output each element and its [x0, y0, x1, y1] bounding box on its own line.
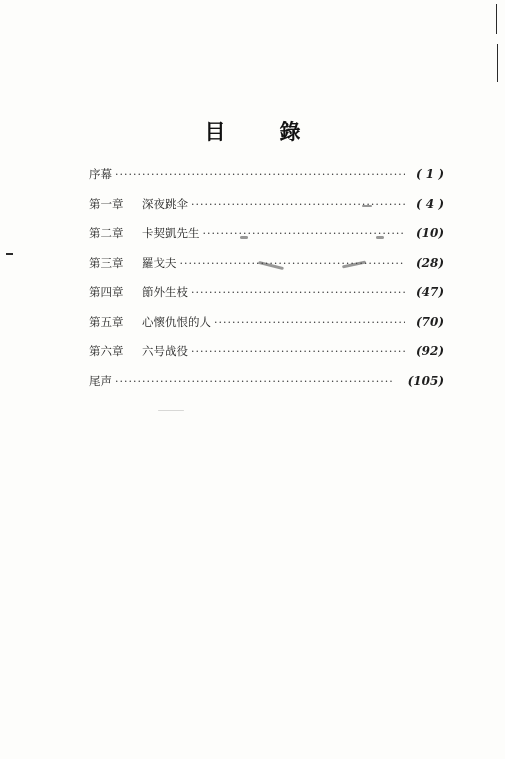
- page-number: (105): [407, 373, 444, 388]
- chapter-title: 六号战役: [142, 344, 188, 358]
- dot-leader: [115, 367, 392, 397]
- chapter-title: 羅戈夫: [142, 255, 177, 270]
- chapter-label: 第三章: [89, 255, 124, 270]
- chapter-title: 心懷仇恨的人: [142, 314, 211, 329]
- table-of-contents: [89, 160, 444, 396]
- chapter-label: 第二章: [89, 226, 124, 240]
- scan-edge-mark-top: [496, 4, 497, 34]
- chapter-label: 第一章: [89, 196, 124, 211]
- chapter-title: 卡契凱先生: [142, 226, 200, 240]
- chapter-label: 序幕: [89, 167, 112, 181]
- page-number: ( 4 ): [415, 196, 444, 211]
- scan-smudge: [376, 236, 384, 239]
- toc-entry-chapter-5[interactable]: [89, 308, 444, 338]
- scan-smudge: [362, 205, 372, 207]
- dot-leader: [214, 308, 405, 338]
- page-number: (10): [415, 226, 444, 240]
- dot-leader: [203, 219, 406, 249]
- toc-title: [0, 116, 505, 146]
- chapter-label: 第六章: [89, 344, 124, 358]
- toc-entry-epilogue[interactable]: [89, 367, 444, 397]
- toc-entry-chapter-6[interactable]: [89, 337, 444, 367]
- chapter-label: 第四章: [89, 285, 124, 299]
- toc-entry-chapter-2[interactable]: [89, 219, 444, 249]
- chapter-title: 節外生枝: [142, 285, 188, 299]
- scan-edge-mark-middle: [497, 44, 498, 82]
- toc-title-char-1: 目: [204, 120, 226, 144]
- chapter-title: 深夜跳伞: [142, 196, 188, 211]
- page-number: (92): [415, 344, 444, 358]
- dot-leader: [191, 190, 405, 220]
- page-number: (70): [415, 314, 444, 329]
- dot-leader: [191, 337, 405, 367]
- scan-smudge: [158, 410, 184, 411]
- page-number: (47): [415, 285, 444, 299]
- chapter-label: 尾声: [89, 373, 112, 388]
- dot-leader: [191, 278, 405, 308]
- toc-title-char-2: 錄: [279, 120, 301, 144]
- scan-edge-mark-left: [6, 253, 13, 255]
- dot-leader: [180, 249, 406, 279]
- page-number: ( 1 ): [415, 167, 444, 181]
- page-number: (28): [415, 255, 444, 270]
- toc-entry-chapter-4[interactable]: [89, 278, 444, 308]
- dot-leader: [115, 160, 405, 190]
- chapter-label: 第五章: [89, 314, 124, 329]
- toc-entry-chapter-1[interactable]: [89, 190, 444, 220]
- scan-smudge: [240, 236, 248, 239]
- toc-entry-prologue[interactable]: [89, 160, 444, 190]
